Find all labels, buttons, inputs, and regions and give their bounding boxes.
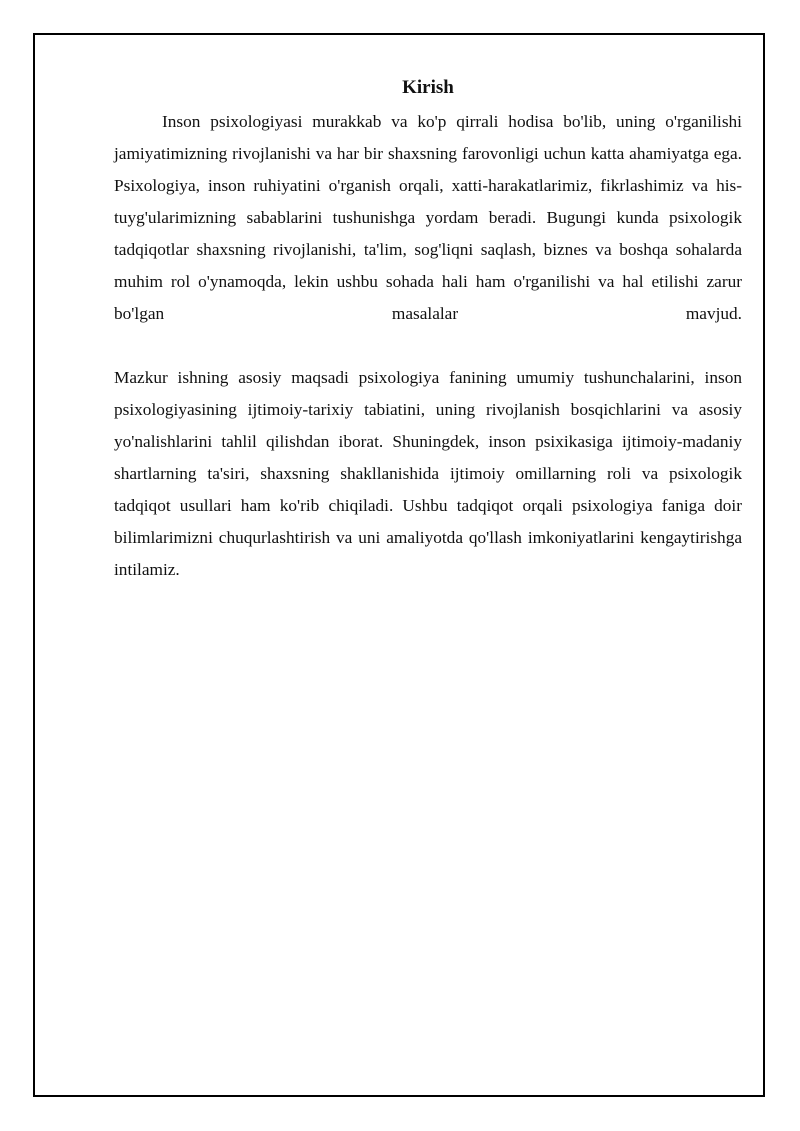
document-body <box>114 74 742 586</box>
paragraph-purpose: Mazkur ishning asosiy maqsadi psixologiya fanining umumiy tushunchalarini, inson psixologiyasining ijtimoiy-tarixiy tabiatini, uning rivojlanish bosqichlarini va asosiy yo'nalishlarini tahlil qilishdan iborat. Shuningdek, inson psixikasiga ijtimoiy-madaniy shartlarning ta'siri, shaxsning shakllanishida ijtimoiy omillarning roli va psixologik tadqiqot usullari ham ko'rib chiqiladi. Ushbu tadqiqot orqali psixologiya faniga doir bilimlarimizni chuqurlashtirish va uni amaliyotda qo'llash imkoniyatlarini kengaytirishga intilamiz. <box>114 368 742 579</box>
paragraph-introduction: Inson psixologiyasi murakkab va ko'p qirrali hodisa bo'lib, uning o'rganilishi jamiyatimizning rivojlanishi va har bir shaxsning farovonligi uchun katta ahamiyatga ega. Psixologiya, inson ruhiyatini o'rganish orqali, xatti-harakatlarimiz, fikrlashimiz va his-tuyg'ularimizning sabablarini tushunishga yordam beradi. Bugungi kunda psixologik tadqiqotlar shaxsning rivojlanishi, ta'lim, sog'liqni saqlash, biznes va boshqa sohalarda muhim rol o'ynamoqda, lekin ushbu sohada hali ham o'rganilishi va hal etilishi zarur bo'lgan masalalar mavjud. <box>114 112 742 323</box>
paragraph-spacer <box>114 330 742 362</box>
document-title: Kirish <box>402 77 454 98</box>
